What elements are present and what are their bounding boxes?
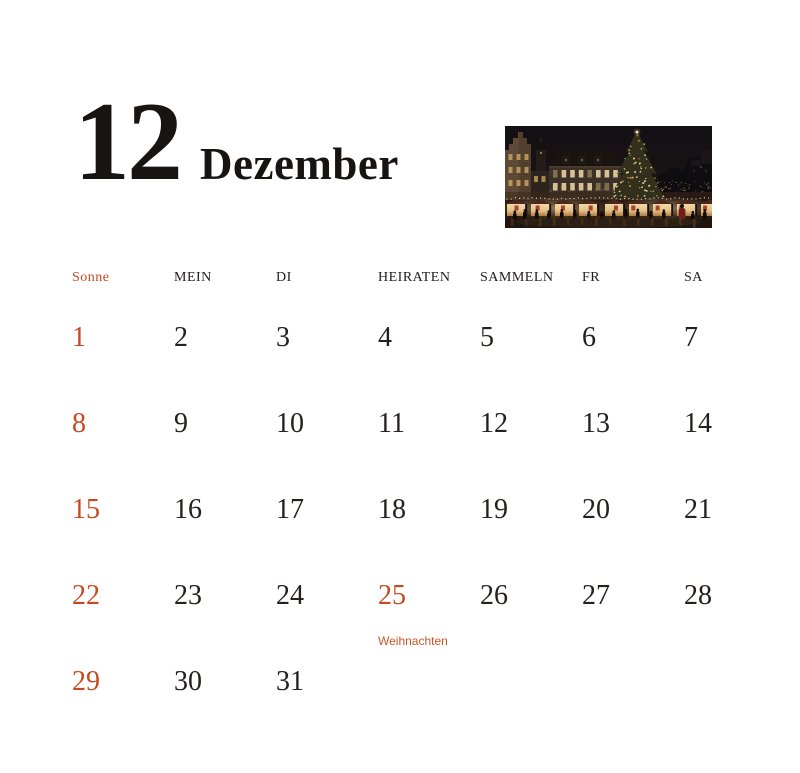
date-number: 30 [174,666,202,697]
date-number: 7 [684,322,698,353]
date-number: 6 [582,322,596,353]
day-header-1: MEIN [174,270,212,285]
date-cell-24 [276,581,378,667]
date-number: 24 [276,580,304,611]
date-number: 2 [174,322,188,353]
date-number: 11 [378,408,405,439]
date-number: 16 [174,494,202,525]
date-cell-14 [684,409,786,495]
far-building [701,150,712,164]
date-cell-16 [174,495,276,581]
date-cell-22 [72,581,174,667]
date-number: 5 [480,322,494,353]
date-cell-21 [684,495,786,581]
month-number: 12 [74,80,180,204]
day-header-3: HEIRATEN [378,270,451,285]
date-cell-26 [480,581,582,667]
month-name: Dezember [200,139,399,189]
date-cell-18 [378,495,480,581]
date-number: 27 [582,580,610,611]
date-cell-20 [582,495,684,581]
date-cell-12 [480,409,582,495]
date-cell-19 [480,495,582,581]
day-header-5: FR [582,270,601,285]
date-cell-10 [276,409,378,495]
date-number: 23 [174,580,202,611]
day-header-6: SA [684,270,703,285]
date-cell-23 [174,581,276,667]
date-number: 8 [72,408,86,439]
date-cell-7 [684,323,786,409]
date-cell-9 [174,409,276,495]
date-cell-11 [378,409,480,495]
date-number: 15 [72,494,100,525]
christmas-market-photo [505,126,712,228]
date-number: 9 [174,408,188,439]
date-number: 13 [582,408,610,439]
date-cell-29 [72,667,174,753]
date-number: 20 [582,494,610,525]
date-cell-2 [174,323,276,409]
date-cell-3 [276,323,378,409]
date-number: 14 [684,408,712,439]
date-number: 12 [480,408,508,439]
date-number: 10 [276,408,304,439]
date-cell-1 [72,323,174,409]
date-cell-8 [72,409,174,495]
date-cell-30 [174,667,276,753]
empty-cell [582,667,684,753]
date-number: 22 [72,580,100,611]
date-cell-31 [276,667,378,753]
calendar-grid [72,270,786,753]
date-number: 3 [276,322,290,353]
day-header-2: DI [276,270,292,285]
day-header-4: SAMMELN [480,270,554,285]
date-cell-28 [684,581,786,667]
date-number: 19 [480,494,508,525]
date-number: 31 [276,666,304,697]
empty-cell [378,667,480,753]
date-cell-27 [582,581,684,667]
date-number: 25 [378,580,406,611]
empty-cell [480,667,582,753]
date-cell-4 [378,323,480,409]
date-number: 4 [378,322,392,353]
date-cell-17 [276,495,378,581]
date-cell-6 [582,323,684,409]
date-number: 21 [684,494,712,525]
date-number: 26 [480,580,508,611]
date-cell-13 [582,409,684,495]
empty-cell [684,667,786,753]
date-cell-5 [480,323,582,409]
date-number: 18 [378,494,406,525]
event-label: Weihnachten [378,633,448,648]
month-header [74,80,399,204]
date-number: 17 [276,494,304,525]
date-cell-15 [72,495,174,581]
day-header-0: Sonne [72,270,110,285]
date-number: 29 [72,666,100,697]
date-cell-25 [378,581,480,667]
date-number: 1 [72,322,86,353]
date-number: 28 [684,580,712,611]
